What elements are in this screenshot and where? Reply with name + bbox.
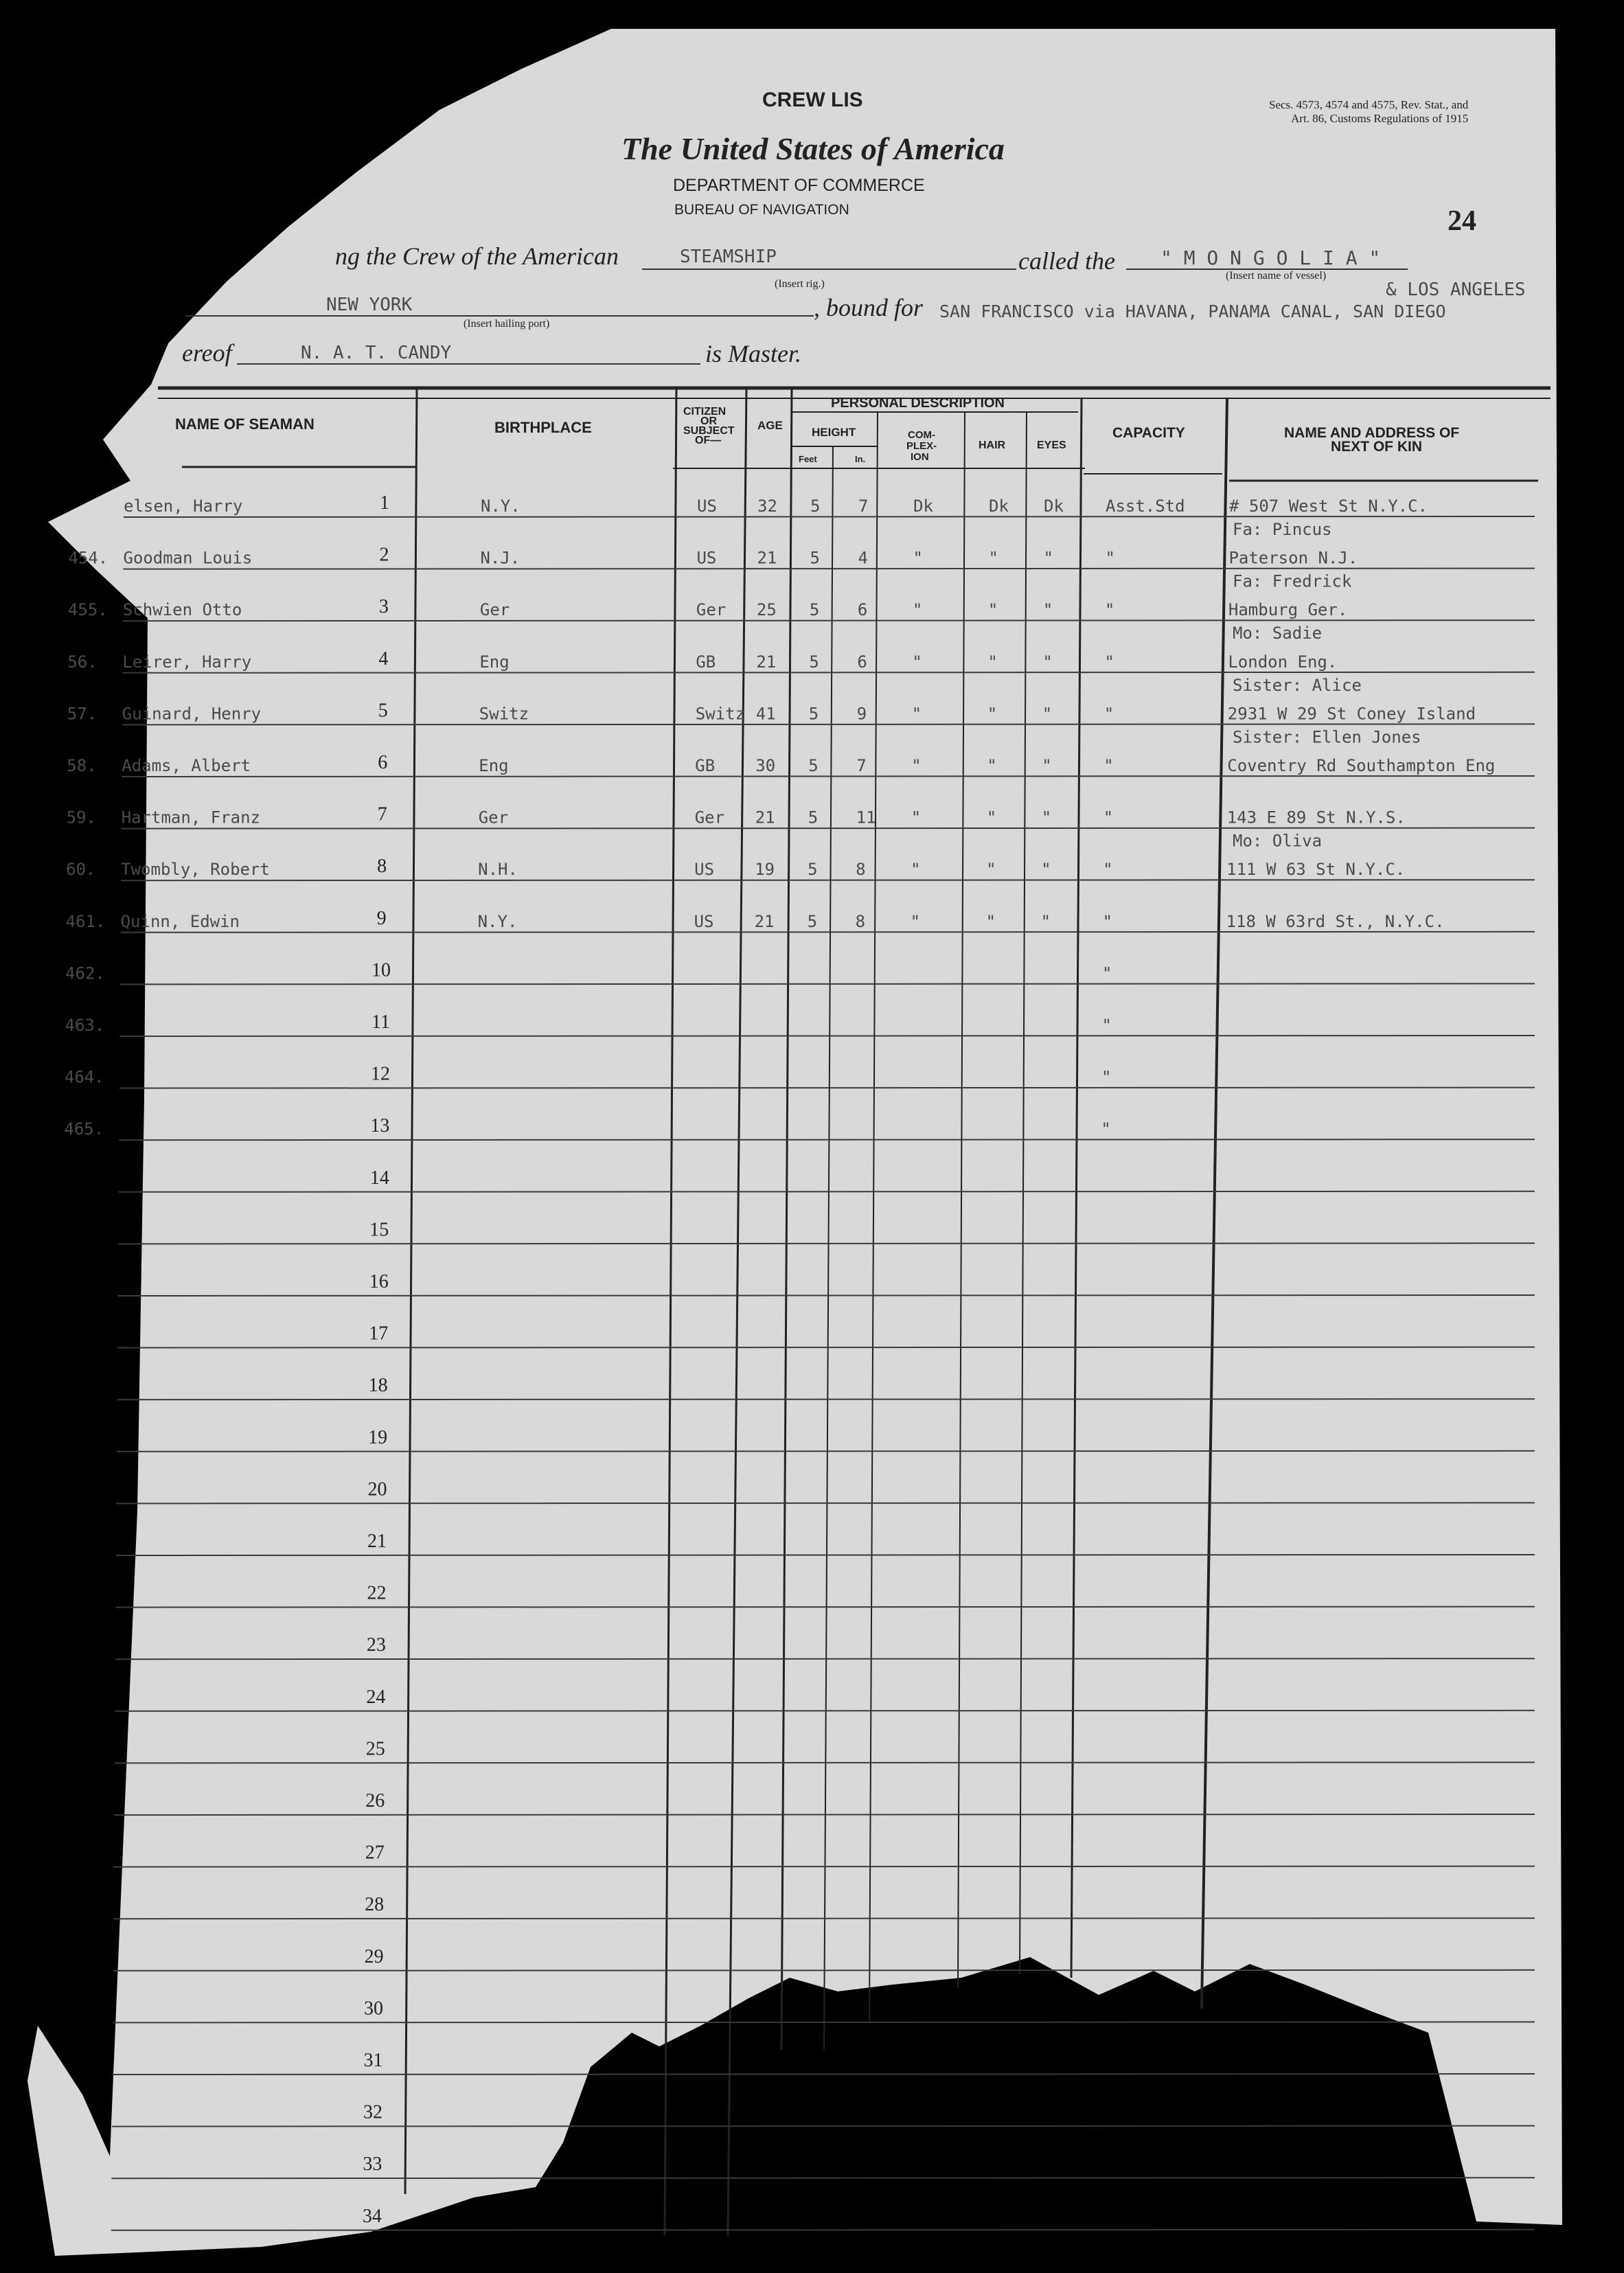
hair-cell: " bbox=[987, 756, 997, 775]
header-complexion-2: PLEX- bbox=[906, 440, 937, 452]
complexion-cell: " bbox=[912, 652, 922, 672]
age-cell: 32 bbox=[757, 496, 777, 516]
hailing-port: NEW YORK bbox=[326, 295, 413, 315]
header-citizen-4: OF— bbox=[695, 435, 722, 446]
called-the-label: called the bbox=[1018, 247, 1115, 275]
row-number: 26 bbox=[365, 1790, 385, 1812]
kin-address-cell: Coventry Rd Southampton Eng bbox=[1227, 756, 1496, 775]
row-rule bbox=[114, 1866, 1535, 1867]
row-number: 10 bbox=[371, 959, 391, 981]
kin-address-cell: 2931 W 29 St Coney Island bbox=[1227, 704, 1476, 724]
crew-serial: 58. bbox=[67, 756, 97, 775]
header-name-of-seaman: NAME OF SEAMAN bbox=[175, 415, 314, 433]
age-cell: 21 bbox=[754, 911, 775, 931]
row-rule bbox=[122, 776, 1535, 777]
kin-name-note: Sister: Ellen Jones bbox=[1233, 727, 1421, 747]
hair-cell: " bbox=[987, 600, 998, 620]
header-personal-description: PERSONAL DESCRIPTION bbox=[831, 396, 1005, 411]
seaman-name: Leirer, Harry bbox=[122, 652, 252, 672]
eyes-cell: " bbox=[1043, 548, 1053, 568]
row-number: 1 bbox=[380, 492, 389, 514]
row-number: 7 bbox=[377, 803, 387, 825]
rig-hint: (Insert rig.) bbox=[775, 278, 825, 290]
row-number: 31 bbox=[363, 2050, 383, 2071]
row-rule bbox=[115, 1762, 1535, 1763]
crew-serial: 455. bbox=[67, 600, 108, 620]
header-inches: In. bbox=[855, 454, 866, 464]
complexion-cell: " bbox=[911, 860, 921, 880]
citizen-cell: US bbox=[696, 548, 717, 568]
form-title: CREW LIS bbox=[762, 89, 863, 111]
bureau-name: BUREAU OF NAVIGATION bbox=[674, 202, 849, 218]
row-number: 12 bbox=[370, 1063, 390, 1085]
crew-serial: 57. bbox=[67, 704, 98, 724]
row-number: 23 bbox=[366, 1634, 386, 1656]
complexion-cell: " bbox=[912, 600, 923, 620]
crew-serial: 463. bbox=[65, 1016, 105, 1035]
eyes-cell: " bbox=[1042, 600, 1053, 620]
header-citizen-1: CITIZEN bbox=[683, 406, 727, 418]
row-number: 2 bbox=[379, 544, 389, 566]
kin-address-cell: Hamburg Ger. bbox=[1228, 600, 1348, 620]
page-number: 24 bbox=[1448, 205, 1476, 237]
capacity-cell: " bbox=[1101, 1119, 1111, 1139]
height-inches-cell: 7 bbox=[858, 496, 869, 516]
row-number: 21 bbox=[367, 1531, 387, 1552]
row-number: 33 bbox=[363, 2154, 382, 2175]
crew-serial: 454. bbox=[68, 548, 108, 568]
kin-address-cell: 111 W 63 St N.Y.C. bbox=[1226, 860, 1406, 880]
vessel-rig: STEAMSHIP bbox=[680, 247, 777, 267]
seaman-name: elsen, Harry bbox=[124, 496, 243, 516]
citizen-cell: GB bbox=[696, 652, 716, 672]
citizen-cell: Switz bbox=[695, 704, 746, 724]
height-inches-cell: 6 bbox=[857, 600, 868, 620]
height-inches-cell: 7 bbox=[856, 756, 867, 775]
row-rule bbox=[117, 1347, 1535, 1348]
crew-serial: 56. bbox=[67, 652, 98, 672]
crew-serial: 59. bbox=[66, 808, 97, 827]
hair-cell: " bbox=[988, 548, 998, 568]
vessel-hint: (Insert name of vessel) bbox=[1226, 270, 1327, 282]
birthplace-cell: Switz bbox=[479, 704, 529, 724]
complexion-cell: " bbox=[910, 911, 921, 931]
kin-name-note: Fa: Fredrick bbox=[1233, 571, 1352, 591]
crew-serial: 462. bbox=[65, 963, 105, 983]
row-number: 25 bbox=[365, 1738, 385, 1760]
capacity-cell: " bbox=[1104, 600, 1115, 620]
citizen-cell: GB bbox=[695, 756, 716, 775]
row-number: 30 bbox=[364, 1998, 384, 2020]
destination: SAN FRANCISCO via HAVANA, PANAMA CANAL, SAN DIEGO bbox=[939, 301, 1446, 321]
eyes-cell: " bbox=[1041, 808, 1052, 827]
is-master-label: is Master. bbox=[705, 340, 802, 367]
seaman-name: Goodman Louis bbox=[123, 548, 253, 568]
header-height: HEIGHT bbox=[812, 426, 856, 439]
kin-address-cell: # 507 West St N.Y.C. bbox=[1229, 496, 1428, 516]
age-cell: 25 bbox=[756, 600, 777, 620]
master-name: N. A. T. CANDY bbox=[301, 343, 452, 363]
kin-address-cell: Paterson N.J. bbox=[1228, 548, 1358, 568]
kin-name-note: Mo: Oliva bbox=[1233, 831, 1323, 851]
row-rule bbox=[117, 1451, 1535, 1452]
header-eyes: EYES bbox=[1037, 439, 1066, 451]
height-feet-cell: 5 bbox=[809, 600, 820, 620]
hair-cell: " bbox=[987, 704, 998, 724]
row-rule bbox=[113, 1970, 1535, 1971]
header-kin-2: NEXT OF KIN bbox=[1331, 439, 1423, 455]
row-rule bbox=[118, 1243, 1535, 1244]
row-number: 28 bbox=[365, 1894, 385, 1916]
birthplace-cell: Ger bbox=[478, 808, 509, 827]
height-feet-cell: 5 bbox=[808, 808, 819, 827]
row-rule bbox=[112, 2126, 1535, 2127]
age-cell: 21 bbox=[757, 548, 777, 568]
row-rule bbox=[122, 672, 1535, 673]
header-feet: Feet bbox=[799, 454, 817, 464]
complexion-cell: Dk bbox=[913, 496, 933, 516]
height-inches-cell: 8 bbox=[855, 911, 866, 931]
header-citizen-2: OR bbox=[700, 415, 717, 427]
height-feet-cell: 5 bbox=[807, 911, 818, 931]
age-cell: 21 bbox=[756, 652, 777, 672]
citizen-cell: Ger bbox=[696, 600, 727, 620]
hair-cell: " bbox=[986, 860, 996, 880]
height-feet-cell: 5 bbox=[808, 756, 819, 775]
kin-address-cell: London Eng. bbox=[1228, 652, 1338, 672]
header-complexion-3: ION bbox=[911, 451, 929, 463]
kin-name-note: Mo: Sadie bbox=[1233, 624, 1323, 643]
complexion-cell: " bbox=[911, 704, 922, 724]
capacity-cell: Asst.Std bbox=[1106, 496, 1185, 516]
row-number: 24 bbox=[366, 1686, 386, 1708]
birthplace-cell: Eng bbox=[479, 756, 509, 775]
statute-reference-2: Art. 86, Customs Regulations of 1915 bbox=[1291, 112, 1469, 125]
row-number: 5 bbox=[378, 700, 388, 722]
crew-serial: 461. bbox=[65, 911, 106, 931]
capacity-cell: " bbox=[1101, 1016, 1112, 1035]
department-name: DEPARTMENT OF COMMERCE bbox=[673, 176, 925, 195]
hair-cell: " bbox=[985, 911, 996, 931]
eyes-cell: Dk bbox=[1044, 496, 1064, 516]
kin-address-cell: 118 W 63rd St., N.Y.C. bbox=[1226, 911, 1445, 931]
seaman-name: Adams, Albert bbox=[122, 756, 251, 775]
row-number: 3 bbox=[378, 596, 389, 618]
birthplace-cell: Eng bbox=[479, 652, 510, 672]
capacity-cell: " bbox=[1102, 911, 1113, 931]
header-capacity: CAPACITY bbox=[1112, 425, 1185, 441]
row-number: 18 bbox=[368, 1375, 388, 1397]
destination-extra: & LOS ANGELES bbox=[1386, 279, 1526, 300]
kin-name-note: Sister: Alice bbox=[1233, 675, 1362, 695]
birthplace-cell: N.J. bbox=[480, 548, 521, 568]
row-number: 27 bbox=[365, 1842, 385, 1864]
whereof-label: ereof bbox=[182, 339, 232, 367]
row-rule bbox=[119, 1191, 1535, 1192]
birthplace-cell: N.Y. bbox=[477, 911, 518, 931]
complexion-cell: " bbox=[913, 548, 923, 568]
row-rule bbox=[115, 1607, 1535, 1608]
row-number: 15 bbox=[369, 1219, 389, 1241]
height-inches-cell: 11 bbox=[856, 808, 876, 827]
vessel-name: " M O N G O L I A " bbox=[1160, 247, 1381, 269]
eyes-cell: " bbox=[1040, 911, 1051, 931]
seaman-name: Twombly, Robert bbox=[121, 860, 270, 880]
age-cell: 41 bbox=[755, 704, 776, 724]
age-cell: 19 bbox=[755, 860, 775, 880]
row-number: 20 bbox=[367, 1478, 387, 1500]
row-rule bbox=[122, 828, 1535, 829]
hair-cell: Dk bbox=[989, 496, 1009, 516]
height-feet-cell: 5 bbox=[809, 652, 819, 672]
complexion-cell: " bbox=[911, 808, 922, 827]
row-number: 22 bbox=[367, 1582, 387, 1604]
citizen-cell: Ger bbox=[694, 808, 725, 827]
row-rule bbox=[121, 932, 1535, 933]
crew-serial: 464. bbox=[64, 1067, 104, 1087]
height-feet-cell: 5 bbox=[808, 704, 819, 724]
row-number: 14 bbox=[369, 1167, 389, 1189]
birthplace-cell: Ger bbox=[479, 600, 510, 620]
row-number: 32 bbox=[363, 2101, 382, 2123]
crew-line-prefix: ng the Crew of the American bbox=[335, 242, 619, 270]
row-rule bbox=[124, 516, 1535, 517]
row-number: 16 bbox=[369, 1271, 389, 1292]
header-complexion-1: COM- bbox=[908, 429, 935, 441]
kin-address-cell: 143 E 89 St N.Y.S. bbox=[1226, 808, 1406, 827]
row-rule bbox=[119, 1139, 1535, 1140]
birthplace-cell: N.H. bbox=[478, 860, 518, 880]
row-number: 19 bbox=[368, 1426, 388, 1448]
row-number: 29 bbox=[364, 1945, 384, 1967]
height-inches-cell: 4 bbox=[858, 548, 868, 568]
row-number: 6 bbox=[378, 752, 388, 773]
bound-for-label: , bound for bbox=[814, 294, 924, 321]
row-number: 34 bbox=[362, 2205, 382, 2227]
crew-serial: 465. bbox=[64, 1119, 104, 1139]
height-feet-cell: 5 bbox=[810, 496, 821, 516]
capacity-cell: " bbox=[1103, 756, 1114, 775]
height-inches-cell: 6 bbox=[857, 652, 867, 672]
complexion-cell: " bbox=[911, 756, 922, 775]
capacity-cell: " bbox=[1105, 548, 1115, 568]
kin-name-note: Fa: Pincus bbox=[1233, 520, 1332, 539]
eyes-cell: " bbox=[1042, 652, 1053, 672]
row-number: 4 bbox=[378, 648, 389, 670]
hair-cell: " bbox=[986, 808, 997, 827]
row-rule bbox=[118, 1295, 1535, 1296]
seaman-name: Hartman, Franz bbox=[121, 808, 260, 827]
citizen-cell: US bbox=[694, 911, 714, 931]
header-hair: HAIR bbox=[979, 439, 1006, 451]
header-citizen-3: SUBJECT bbox=[683, 425, 735, 437]
birthplace-cell: N.Y. bbox=[481, 496, 521, 516]
seaman-name: Quinn, Edwin bbox=[120, 911, 240, 931]
citizen-cell: US bbox=[697, 496, 717, 516]
header-birthplace: BIRTHPLACE bbox=[494, 419, 592, 436]
header-age: AGE bbox=[757, 419, 783, 432]
age-cell: 21 bbox=[755, 808, 775, 827]
row-rule bbox=[113, 2074, 1535, 2075]
row-rule bbox=[114, 1814, 1535, 1815]
statute-reference-1: Secs. 4573, 4574 and 4575, Rev. Stat., and bbox=[1269, 98, 1469, 111]
capacity-cell: " bbox=[1103, 808, 1114, 827]
banner-title: The United States of America bbox=[621, 131, 1005, 166]
seaman-name: Guinard, Henry bbox=[122, 704, 262, 724]
row-rule bbox=[113, 1918, 1535, 1919]
header-kin-1: NAME AND ADDRESS OF bbox=[1284, 425, 1460, 441]
age-cell: 30 bbox=[755, 756, 776, 775]
capacity-cell: " bbox=[1104, 652, 1114, 672]
height-inches-cell: 8 bbox=[856, 860, 866, 880]
row-number: 11 bbox=[371, 1012, 390, 1033]
row-number: 9 bbox=[376, 907, 387, 929]
capacity-cell: " bbox=[1101, 1067, 1112, 1087]
row-rule bbox=[117, 1399, 1535, 1400]
row-number: 17 bbox=[369, 1323, 389, 1345]
row-rule bbox=[123, 620, 1535, 621]
citizen-cell: US bbox=[694, 860, 715, 880]
eyes-cell: " bbox=[1042, 756, 1052, 775]
row-rule bbox=[120, 983, 1535, 984]
capacity-cell: " bbox=[1103, 860, 1113, 880]
hailing-hint: (Insert hailing port) bbox=[464, 318, 550, 330]
row-number: 8 bbox=[377, 856, 387, 878]
capacity-cell: " bbox=[1103, 704, 1114, 724]
capacity-cell: " bbox=[1102, 963, 1112, 983]
height-inches-cell: 9 bbox=[856, 704, 867, 724]
row-number: 13 bbox=[370, 1115, 390, 1137]
crew-serial: 60. bbox=[66, 860, 96, 880]
row-rule bbox=[115, 1658, 1535, 1659]
eyes-cell: " bbox=[1041, 860, 1051, 880]
height-feet-cell: 5 bbox=[810, 548, 820, 568]
eyes-cell: " bbox=[1042, 704, 1053, 724]
height-feet-cell: 5 bbox=[808, 860, 818, 880]
seaman-name: Schwien Otto bbox=[122, 600, 242, 620]
hair-cell: " bbox=[987, 652, 998, 672]
